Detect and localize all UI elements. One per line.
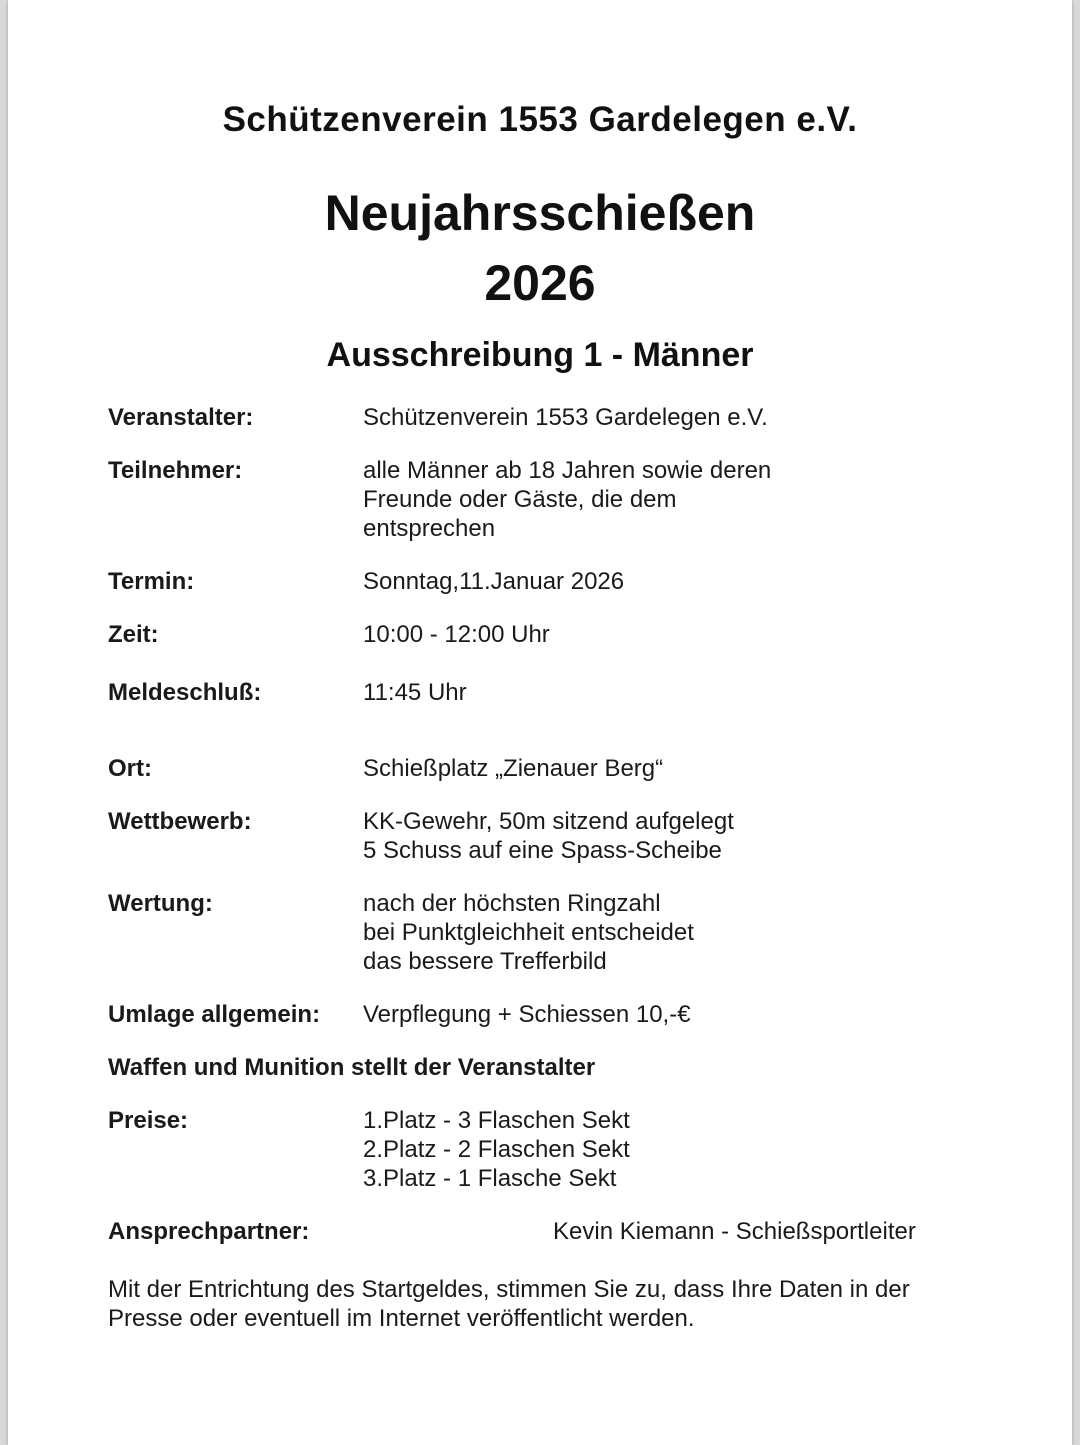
field-value bbox=[363, 1106, 630, 1193]
value-line: 2.Platz - 2 Flaschen Sekt bbox=[363, 1136, 630, 1163]
value-line: bei Punktgleichheit entscheidet bbox=[363, 919, 694, 946]
footer-line: Presse oder eventuell im Internet veröffentlicht werden. bbox=[108, 1305, 695, 1332]
field-value bbox=[363, 403, 768, 432]
value-line: alle Männer ab 18 Jahren sowie deren bbox=[363, 457, 772, 484]
waffen-notice: Waffen und Munition stellt der Veranstalter bbox=[108, 1054, 596, 1081]
field-value bbox=[363, 620, 550, 649]
value-line: Sonntag,11.Januar 2026 bbox=[363, 568, 625, 595]
field-label: Ansprechpartner: bbox=[108, 1218, 310, 1245]
field-value bbox=[553, 1217, 916, 1246]
value-line: Kevin Kiemann - Schießsportleiter bbox=[553, 1218, 916, 1245]
value-line: entsprechen bbox=[363, 515, 496, 542]
field-label: Veranstalter: bbox=[108, 404, 254, 431]
value-line: 1.Platz - 3 Flaschen Sekt bbox=[363, 1107, 630, 1134]
field-label: Termin: bbox=[108, 568, 195, 595]
field-value bbox=[363, 567, 624, 596]
value-line: 3.Platz - 1 Flasche Sekt bbox=[363, 1165, 617, 1192]
field-label: Zeit: bbox=[108, 621, 159, 648]
footer-line: Mit der Entrichtung des Startgeldes, stimmen Sie zu, dass Ihre Daten in der bbox=[108, 1276, 910, 1303]
value-line: Schießplatz „Zienauer Berg“ bbox=[363, 755, 664, 782]
value-line: Freunde oder Gäste, die dem bbox=[363, 486, 677, 513]
club-header: Schützenverein 1553 Gardelegen e.V. bbox=[222, 100, 858, 139]
value-line: Verpflegung + Schiessen 10,-€ bbox=[363, 1001, 691, 1028]
field-value bbox=[363, 456, 771, 543]
field-label: Preise: bbox=[108, 1107, 189, 1134]
field-label: Umlage allgemein: bbox=[108, 1001, 321, 1028]
footer-note bbox=[108, 1275, 988, 1333]
field-value bbox=[363, 1000, 691, 1029]
field-label: Ort: bbox=[108, 755, 152, 782]
value-line: 10:00 - 12:00 Uhr bbox=[363, 621, 550, 648]
value-line: Schützenverein 1553 Gardelegen e.V. bbox=[363, 404, 768, 431]
value-line: nach der höchsten Ringzahl bbox=[363, 890, 661, 917]
field-value bbox=[363, 678, 467, 707]
field-label: Meldeschluß: bbox=[108, 679, 262, 706]
field-value bbox=[363, 754, 663, 783]
field-value bbox=[363, 889, 694, 976]
field-label: Teilnehmer: bbox=[108, 457, 243, 484]
subtitle: Ausschreibung 1 - Männer bbox=[326, 336, 754, 374]
field-value bbox=[363, 807, 734, 865]
event-title-line: Neujahrsschießen bbox=[324, 185, 756, 241]
value-line: 11:45 Uhr bbox=[363, 679, 467, 706]
value-line: 5 Schuss auf eine Spass-Scheibe bbox=[363, 837, 722, 864]
event-title-year: 2026 bbox=[484, 255, 596, 311]
field-label: Wettbewerb: bbox=[108, 808, 252, 835]
field-label: Wertung: bbox=[108, 890, 213, 917]
value-line: KK-Gewehr, 50m sitzend aufgelegt bbox=[363, 808, 734, 835]
value-line: das bessere Trefferbild bbox=[363, 948, 607, 975]
event-title bbox=[0, 178, 1080, 318]
